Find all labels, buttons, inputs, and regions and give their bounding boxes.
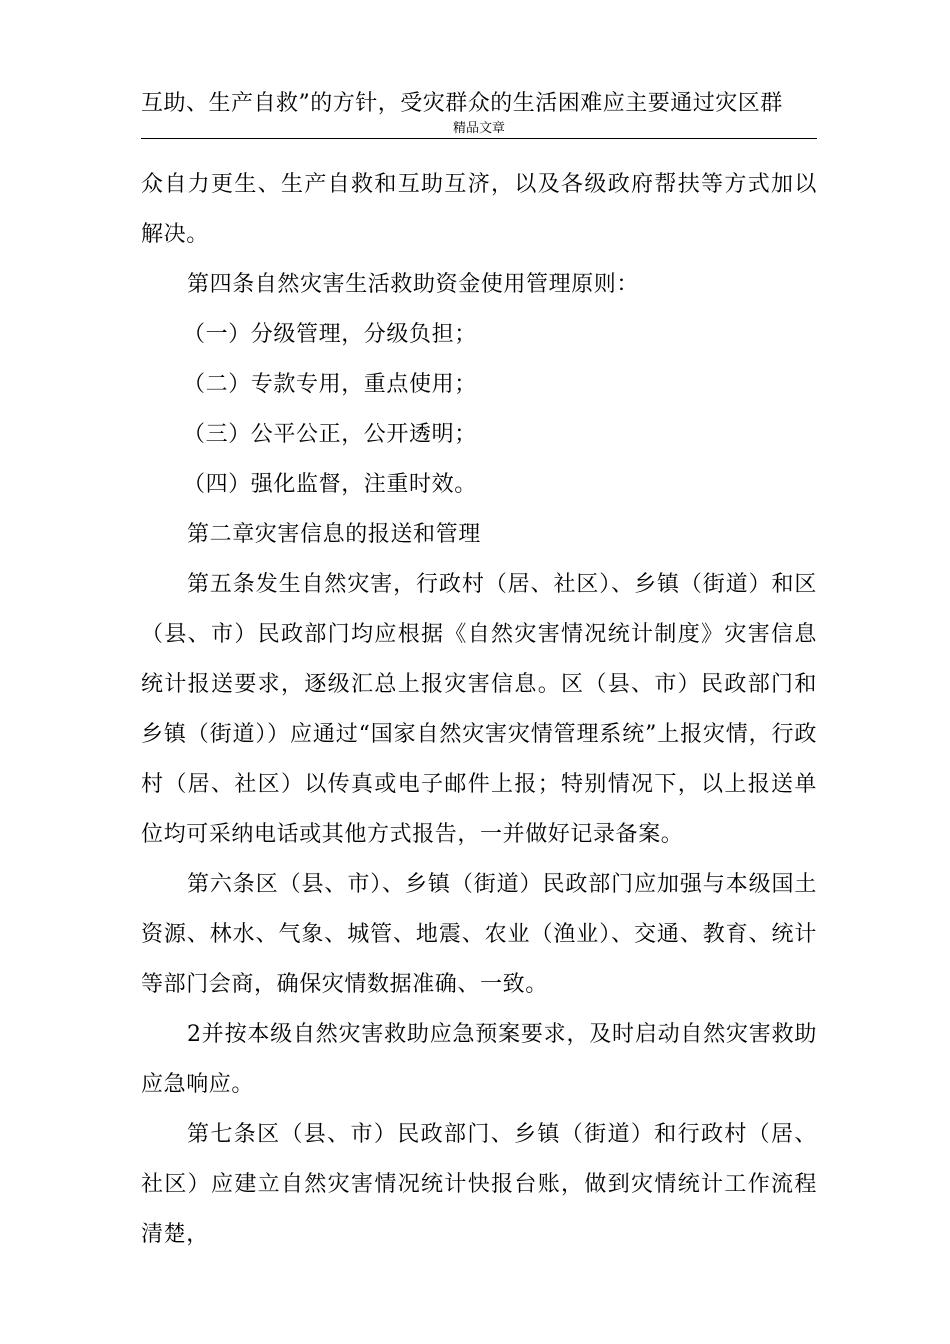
paragraph-article-4: 第四条自然灾害生活救助资金使用管理原则： — [187, 272, 640, 297]
header-caption: 精品文章 — [452, 121, 505, 136]
paragraph-article-5: 第五条发生自然灾害，行政村（居、社区）、乡镇（街道）和区（县、市）民政部门均应根据《自然灾害情况统计制度》灾害信息统计报送要求，逐级汇总上报灾害信息。区（县、市）民政部门和乡镇（街道））应通过“国家自然灾害灾情管理系统”上报灾情，行政村（居、社区）以传真或电子邮件上报；特别情况下，以上报送单位均可采纳电话或其他方式报告，一并做好记录备案。 — [141, 572, 817, 847]
header-continuation-line: 互助、生产自救”的方针，受灾群众的生活困难应主要通过灾区群 — [141, 91, 783, 116]
chapter-2-heading: 第二章灾害信息的报送和管理 — [187, 522, 481, 547]
principle-item-4: （四）强化监督，注重时效。 — [183, 472, 477, 497]
paragraph-emergency-response: 2并按本级自然灾害救助应急预案要求，及时启动自然灾害救助应急响应。 — [141, 1022, 817, 1097]
principle-item-2: （二）专款专用，重点使用； — [183, 372, 477, 397]
header-rule — [141, 138, 817, 139]
body-text — [141, 160, 817, 1260]
paragraph-article-7: 第七条区（县、市）民政部门、乡镇（街道）和行政村（居、社区）应建立自然灾害情况统计快报台账，做到灾情统计工作流程清楚， — [141, 1122, 817, 1247]
paragraph-article-6: 第六条区（县、市）、乡镇（街道）民政部门应加强与本级国土资源、林水、气象、城管、地震、农业（渔业）、交通、教育、统计等部门会商，确保灾情数据准确、一致。 — [141, 872, 817, 997]
principle-item-1: （一）分级管理，分级负担； — [183, 322, 477, 347]
principle-item-3: （三）公平公正，公开透明； — [183, 422, 477, 447]
paragraph-continuation: 众自力更生、生产自救和互助互济，以及各级政府帮扶等方式加以解决。 — [141, 172, 817, 247]
